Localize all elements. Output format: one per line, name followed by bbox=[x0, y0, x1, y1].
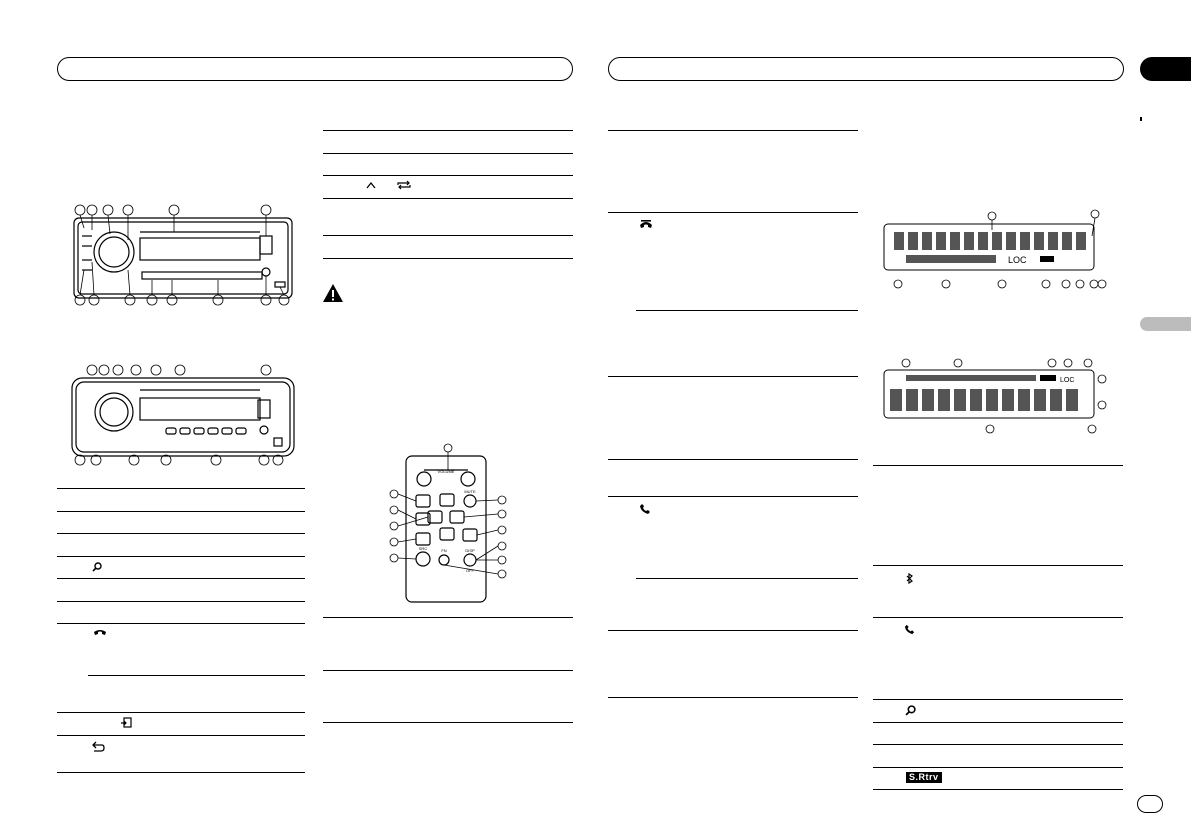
remote-src-label: SRC bbox=[418, 546, 428, 551]
s-rtrv-badge: S.Rtrv bbox=[906, 772, 942, 783]
remote-disp-label: DISP bbox=[465, 548, 475, 553]
bluetooth-icon bbox=[906, 573, 914, 584]
phone-hook-icon bbox=[93, 629, 107, 639]
section-tab-black bbox=[1140, 57, 1191, 81]
left-page-header bbox=[57, 57, 573, 81]
left-table-rule bbox=[57, 511, 305, 512]
right2-table-rule bbox=[873, 722, 1123, 723]
right-table-rule bbox=[608, 697, 858, 698]
section-tab-gray bbox=[1140, 317, 1191, 331]
return-arrow-icon bbox=[92, 741, 105, 752]
display-panel-illustration-2 bbox=[880, 355, 1110, 440]
phone-call-icon bbox=[904, 624, 915, 635]
right2-table-rule bbox=[873, 699, 1123, 700]
right-page-header bbox=[608, 57, 1124, 81]
loc-indicator-2: LOC bbox=[1060, 377, 1075, 384]
mid-table-rule bbox=[323, 258, 573, 259]
search-icon bbox=[92, 562, 102, 572]
right2-table-rule bbox=[873, 565, 1123, 566]
left-table-rule bbox=[57, 601, 305, 602]
remote-volume-label: VOLUME bbox=[437, 469, 455, 474]
head-unit-illustration-1 bbox=[70, 200, 300, 310]
mid-table-rule bbox=[323, 617, 573, 618]
left-table-rule bbox=[57, 623, 305, 624]
right2-table-rule bbox=[873, 789, 1123, 790]
phone-end-icon bbox=[639, 219, 653, 229]
left-table-rule bbox=[57, 712, 305, 713]
mid-table-rule bbox=[323, 235, 573, 236]
input-arrow-icon bbox=[121, 717, 132, 728]
right-table-rule bbox=[608, 496, 858, 497]
left-table-rule bbox=[57, 556, 305, 557]
right2-table-rule bbox=[873, 465, 1123, 466]
remote-fn-label: FN bbox=[441, 548, 447, 553]
remote-control-illustration bbox=[388, 442, 508, 607]
repeat-arrows-icon bbox=[396, 180, 412, 190]
left-table-rule bbox=[57, 533, 305, 534]
display-panel-illustration-1 bbox=[880, 200, 1110, 295]
right-table-rule bbox=[608, 459, 858, 460]
right-table-rule bbox=[608, 212, 858, 213]
left-table-rule bbox=[57, 735, 305, 736]
right2-table-rule bbox=[873, 744, 1123, 745]
right-table-rule bbox=[636, 578, 858, 579]
chevron-up-icon bbox=[366, 181, 376, 189]
remote-mute-label: MUTE bbox=[464, 489, 476, 494]
right-table-rule bbox=[608, 130, 858, 131]
page-number-badge bbox=[1137, 795, 1163, 813]
right-table-rule bbox=[608, 376, 858, 377]
mid-table-rule bbox=[323, 198, 573, 199]
left-table-rule bbox=[88, 675, 305, 676]
right-table-rule bbox=[636, 310, 858, 311]
loc-indicator: LOC bbox=[1008, 255, 1027, 265]
phone-call-icon bbox=[639, 503, 651, 515]
side-dot bbox=[1140, 117, 1142, 121]
head-unit-illustration-2 bbox=[70, 360, 300, 470]
mid-table-rule bbox=[323, 130, 573, 131]
right2-table-rule bbox=[873, 767, 1123, 768]
mid-table-rule bbox=[323, 153, 573, 154]
left-table-rule bbox=[57, 772, 305, 773]
left-table-rule bbox=[57, 578, 305, 579]
search-icon bbox=[905, 705, 916, 716]
warning-icon bbox=[322, 283, 344, 303]
right2-table-rule bbox=[873, 617, 1123, 618]
left-table-rule bbox=[57, 488, 305, 489]
right-table-rule bbox=[608, 630, 858, 631]
remote-off-label: OFF bbox=[466, 568, 474, 573]
mid-table-rule bbox=[323, 722, 573, 723]
mid-table-rule bbox=[323, 175, 573, 176]
mid-table-rule bbox=[323, 670, 573, 671]
